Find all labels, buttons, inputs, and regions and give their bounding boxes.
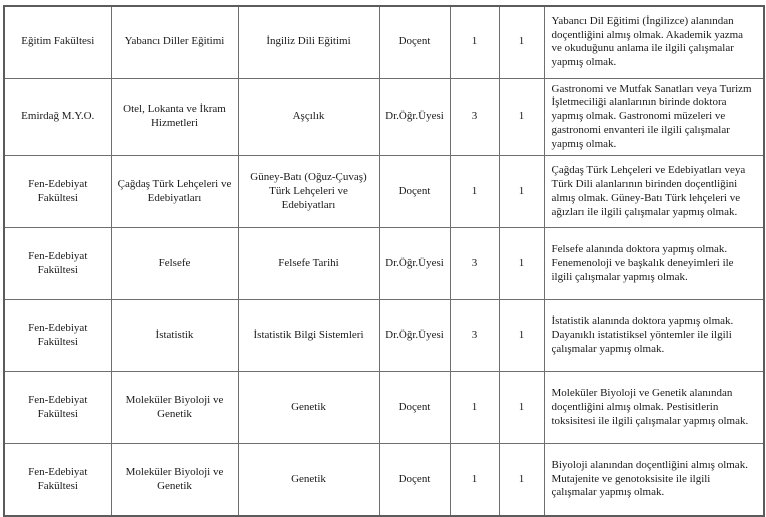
cell-count-1: 3 [450, 78, 499, 156]
cell-program: İngiliz Dili Eğitimi [238, 6, 379, 78]
cell-count-2: 1 [499, 78, 544, 156]
cell-faculty: Fen-Edebiyat Fakültesi [4, 228, 111, 300]
cell-academic-title: Dr.Öğr.Üyesi [379, 78, 450, 156]
cell-count-1: 1 [450, 156, 499, 228]
cell-program: Felsefe Tarihi [238, 228, 379, 300]
table-row [4, 78, 764, 156]
cell-faculty: Fen-Edebiyat Fakültesi [4, 300, 111, 372]
cell-requirements: Biyoloji alanından doçentliğini almış olmak. Mutajenite ve genotoksisite ile ilgili çalışmalar yapmış olmak. [544, 444, 764, 516]
cell-faculty: Emirdağ M.Y.O. [4, 78, 111, 156]
cell-count-2: 1 [499, 228, 544, 300]
cell-department: Felsefe [111, 228, 238, 300]
cell-academic-title: Dr.Öğr.Üyesi [379, 300, 450, 372]
cell-requirements: Moleküler Biyoloji ve Genetik alanından doçentliğini almış olmak. Pestisitlerin toksisitesi ile ilgili çalışmalar yapmış olmak. [544, 372, 764, 444]
cell-count-1: 1 [450, 6, 499, 78]
cell-academic-title: Doçent [379, 372, 450, 444]
table-row [4, 228, 764, 300]
cell-faculty: Fen-Edebiyat Fakültesi [4, 444, 111, 516]
cell-department: Yabancı Diller Eğitimi [111, 6, 238, 78]
cell-academic-title: Doçent [379, 6, 450, 78]
cell-department: İstatistik [111, 300, 238, 372]
cell-program: Güney-Batı (Oğuz-Çuvaş) Türk Lehçeleri ve Edebiyatları [238, 156, 379, 228]
cell-faculty: Fen-Edebiyat Fakültesi [4, 156, 111, 228]
cell-faculty: Eğitim Fakültesi [4, 6, 111, 78]
cell-academic-title: Dr.Öğr.Üyesi [379, 228, 450, 300]
cell-requirements: Çağdaş Türk Lehçeleri ve Edebiyatları veya Türk Dili alanlarının birinden doçentliğini almış olmak. Güney-Batı Türk lehçeleri ve ağızları ile ilgili çalışmalar yapmış olmak. [544, 156, 764, 228]
cell-count-2: 1 [499, 300, 544, 372]
cell-count-2: 1 [499, 444, 544, 516]
cell-requirements: Yabancı Dil Eğitimi (İngilizce) alanından doçentliğini almış olmak. Akademik yazma ve okuduğunu anlama ile ilgili çalışmalar yapmış olmak. [544, 6, 764, 78]
cell-count-2: 1 [499, 372, 544, 444]
cell-requirements: Gastronomi ve Mutfak Sanatları veya Turizm İşletmeciliği alanlarının birinde doktora yapmış olmak. Gastronomi müzeleri ve gastronomi envanteri ile ilgili çalışmalar yapmış olmak. [544, 78, 764, 156]
cell-program: Genetik [238, 444, 379, 516]
cell-department: Moleküler Biyoloji ve Genetik [111, 444, 238, 516]
cell-count-2: 1 [499, 156, 544, 228]
table-row [4, 156, 764, 228]
table-row [4, 6, 764, 78]
cell-requirements: İstatistik alanında doktora yapmış olmak. Dayanıklı istatistiksel yöntemler ile ilgili çalışmalar yapmış olmak. [544, 300, 764, 372]
cell-requirements: Felsefe alanında doktora yapmış olmak. Fenemenoloji ve başkalık deneyimleri ile ilgili çalışmalar yapmış olmak. [544, 228, 764, 300]
table-row [4, 300, 764, 372]
cell-count-1: 1 [450, 372, 499, 444]
cell-count-2: 1 [499, 6, 544, 78]
table-row [4, 372, 764, 444]
cell-department: Otel, Lokanta ve İkram Hizmetleri [111, 78, 238, 156]
cell-program: Genetik [238, 372, 379, 444]
cell-count-1: 3 [450, 228, 499, 300]
cell-count-1: 3 [450, 300, 499, 372]
cell-program: Aşçılık [238, 78, 379, 156]
table-row [4, 444, 764, 516]
cell-count-1: 1 [450, 444, 499, 516]
cell-program: İstatistik Bilgi Sistemleri [238, 300, 379, 372]
cell-faculty: Fen-Edebiyat Fakültesi [4, 372, 111, 444]
academic-positions-table [3, 5, 765, 517]
cell-academic-title: Doçent [379, 156, 450, 228]
cell-department: Moleküler Biyoloji ve Genetik [111, 372, 238, 444]
cell-academic-title: Doçent [379, 444, 450, 516]
cell-department: Çağdaş Türk Lehçeleri ve Edebiyatları [111, 156, 238, 228]
